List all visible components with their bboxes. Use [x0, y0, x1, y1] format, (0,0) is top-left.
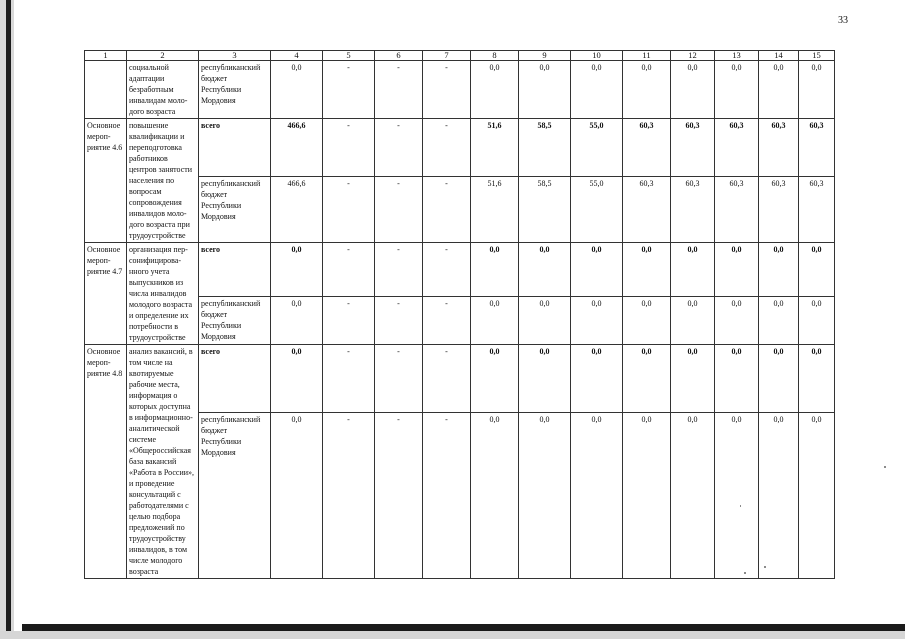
value-cell: 0,0 — [759, 61, 799, 119]
value-cell: 60,3 — [759, 176, 799, 242]
value-cell: 0,0 — [271, 296, 323, 344]
column-number: 4 — [271, 51, 323, 61]
value-cell: 0,0 — [759, 296, 799, 344]
value-cell: 0,0 — [715, 296, 759, 344]
table-row — [85, 61, 835, 119]
value-cell: 60,3 — [799, 176, 835, 242]
value-cell: - — [323, 296, 375, 344]
value-cell: 0,0 — [715, 61, 759, 119]
value-cell: 0,0 — [519, 61, 571, 119]
column-number: 13 — [715, 51, 759, 61]
value-cell: - — [423, 176, 471, 242]
column-number: 6 — [375, 51, 423, 61]
value-cell: 0,0 — [759, 345, 799, 413]
value-cell: 0,0 — [759, 413, 799, 579]
value-cell: 0,0 — [571, 61, 623, 119]
value-cell: 60,3 — [671, 176, 715, 242]
scan-bottom-edge — [0, 631, 905, 639]
value-cell: 0,0 — [671, 243, 715, 297]
value-cell: 0,0 — [715, 345, 759, 413]
value-cell: - — [423, 119, 471, 177]
table-row — [85, 345, 835, 413]
column-number: 9 — [519, 51, 571, 61]
table-row — [85, 119, 835, 177]
value-cell: 55,0 — [571, 119, 623, 177]
value-cell: 0,0 — [271, 345, 323, 413]
funding-source-cell: всего — [199, 119, 271, 177]
value-cell: 0,0 — [571, 243, 623, 297]
value-cell: 51,6 — [471, 176, 519, 242]
funding-source-cell: всего — [199, 243, 271, 297]
value-cell: 0,0 — [271, 413, 323, 579]
budget-table — [84, 50, 835, 579]
column-number: 2 — [127, 51, 199, 61]
description-cell: социальной адаптации безработным инвалидам моло-дого возраста — [127, 61, 199, 119]
value-cell: 0,0 — [519, 413, 571, 579]
column-number: 1 — [85, 51, 127, 61]
value-cell: 0,0 — [623, 345, 671, 413]
value-cell: 0,0 — [519, 345, 571, 413]
value-cell: - — [323, 61, 375, 119]
value-cell: 0,0 — [671, 345, 715, 413]
value-cell: 0,0 — [571, 296, 623, 344]
value-cell: 60,3 — [715, 176, 759, 242]
page-number: 33 — [838, 15, 848, 26]
value-cell: 0,0 — [799, 413, 835, 579]
value-cell: 0,0 — [671, 61, 715, 119]
description-cell: организация пер-сонифицирова-нного учета выпускников из числа инвалидов молодого возраста и определение их потребности в трудоустройстве — [127, 243, 199, 345]
value-cell: 60,3 — [759, 119, 799, 177]
column-number: 12 — [671, 51, 715, 61]
event-cell: Основное мероп-риятие 4.7 — [85, 243, 127, 345]
value-cell: 0,0 — [471, 345, 519, 413]
value-cell: 55,0 — [571, 176, 623, 242]
column-number: 7 — [423, 51, 471, 61]
funding-source-cell: республиканский бюджет Республики Мордовия — [199, 413, 271, 579]
column-number: 15 — [799, 51, 835, 61]
value-cell: - — [323, 413, 375, 579]
value-cell: - — [323, 243, 375, 297]
value-cell: 0,0 — [623, 61, 671, 119]
value-cell: 58,5 — [519, 176, 571, 242]
value-cell: - — [423, 413, 471, 579]
value-cell: - — [375, 413, 423, 579]
value-cell: 466,6 — [271, 176, 323, 242]
value-cell: 0,0 — [799, 345, 835, 413]
description-cell: анализ вакансий, в том числе на квотируемые рабочие места, информация о которых доступна в информационно-аналитической системе «Общероссийская база вакансий «Работа в России», и проведение консультаций с работодателями с целью подбора предложений по трудоустройству инвалидов, в том числе молодого возраста — [127, 345, 199, 579]
column-number: 10 — [571, 51, 623, 61]
value-cell: 0,0 — [715, 243, 759, 297]
value-cell: 0,0 — [759, 243, 799, 297]
value-cell: 60,3 — [623, 176, 671, 242]
scan-bottom-shadow — [22, 624, 905, 631]
description-cell: повышение квалификации и переподготовка работников центров занятости населения по вопросам сопровождения инвалидов моло-дого возраста при трудоустройстве — [127, 119, 199, 243]
event-cell: Основное мероп-риятие 4.6 — [85, 119, 127, 243]
funding-source-cell: республиканский бюджет Республики Мордовия — [199, 176, 271, 242]
value-cell: - — [375, 119, 423, 177]
value-cell: 0,0 — [571, 345, 623, 413]
value-cell: 0,0 — [671, 296, 715, 344]
value-cell: 0,0 — [799, 61, 835, 119]
value-cell: 0,0 — [271, 243, 323, 297]
column-number: 14 — [759, 51, 799, 61]
value-cell: 0,0 — [623, 413, 671, 579]
value-cell: 60,3 — [623, 119, 671, 177]
value-cell: 51,6 — [471, 119, 519, 177]
value-cell: 0,0 — [623, 243, 671, 297]
value-cell: 0,0 — [471, 61, 519, 119]
value-cell: - — [423, 296, 471, 344]
value-cell: 60,3 — [715, 119, 759, 177]
value-cell: - — [375, 176, 423, 242]
value-cell: - — [323, 119, 375, 177]
scan-speck — [884, 466, 886, 468]
value-cell: 0,0 — [571, 413, 623, 579]
value-cell: 0,0 — [799, 243, 835, 297]
event-cell: Основное мероп-риятие 4.8 — [85, 345, 127, 579]
value-cell: 0,0 — [519, 296, 571, 344]
event-cell — [85, 61, 127, 119]
value-cell: - — [423, 61, 471, 119]
value-cell: 0,0 — [471, 296, 519, 344]
table-row — [85, 243, 835, 297]
value-cell: 0,0 — [519, 243, 571, 297]
value-cell: - — [375, 243, 423, 297]
value-cell: 60,3 — [671, 119, 715, 177]
value-cell: - — [423, 243, 471, 297]
value-cell: 0,0 — [715, 413, 759, 579]
table-header-row — [85, 51, 835, 61]
value-cell: 0,0 — [623, 296, 671, 344]
value-cell: 0,0 — [471, 243, 519, 297]
value-cell: - — [375, 296, 423, 344]
value-cell: 58,5 — [519, 119, 571, 177]
value-cell: - — [323, 345, 375, 413]
value-cell: - — [323, 176, 375, 242]
column-number: 11 — [623, 51, 671, 61]
value-cell: 0,0 — [271, 61, 323, 119]
column-number: 5 — [323, 51, 375, 61]
value-cell: 60,3 — [799, 119, 835, 177]
funding-source-cell: республиканский бюджет Республики Мордовия — [199, 296, 271, 344]
funding-source-cell: республиканский бюджет Республики Мордовия — [199, 61, 271, 119]
funding-source-cell: всего — [199, 345, 271, 413]
value-cell: 0,0 — [471, 413, 519, 579]
column-number: 8 — [471, 51, 519, 61]
value-cell: 466,6 — [271, 119, 323, 177]
value-cell: - — [375, 61, 423, 119]
value-cell: 0,0 — [799, 296, 835, 344]
value-cell: - — [375, 345, 423, 413]
value-cell: - — [423, 345, 471, 413]
scan-left-shadow — [6, 0, 11, 639]
column-number: 3 — [199, 51, 271, 61]
value-cell: 0,0 — [671, 413, 715, 579]
